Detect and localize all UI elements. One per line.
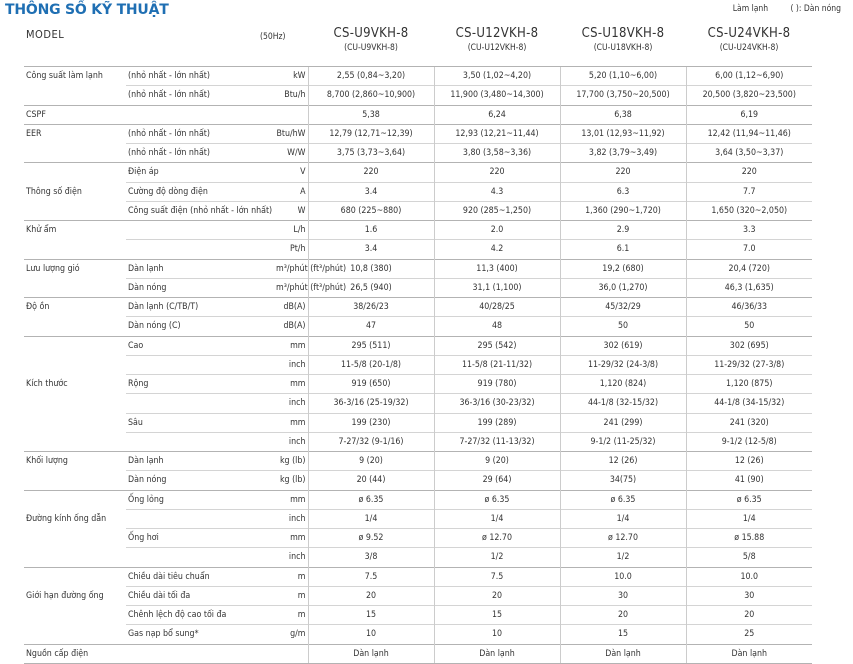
row-category: Thông số điện	[26, 186, 82, 197]
spec-value: 3,82 (3,79~3,49)	[560, 144, 686, 163]
spec-value: 302 (619)	[560, 336, 686, 355]
spec-value: 26,5 (940)	[308, 278, 434, 297]
spec-row	[24, 259, 812, 278]
spec-value: 1,120 (824)	[560, 375, 686, 394]
spec-value: 220	[308, 163, 434, 182]
spec-value: 6,24	[434, 105, 560, 124]
spec-value: Dàn lạnh	[560, 644, 686, 663]
row-subcategory: (nhỏ nhất - lớn nhất)	[126, 67, 274, 86]
spec-value: 3,80 (3,58~3,36)	[434, 144, 560, 163]
row-category: Công suất làm lạnh	[24, 67, 126, 86]
spec-value: 6.3	[560, 182, 686, 201]
row-unit	[274, 105, 308, 124]
spec-value: 10	[308, 625, 434, 644]
row-unit: kg (lb)	[274, 471, 308, 490]
row-unit: W/W	[274, 144, 308, 163]
spec-value: 5/8	[686, 548, 812, 567]
row-unit: m³/phút (ft³/phút)	[274, 278, 308, 297]
spec-value: 20	[560, 606, 686, 625]
row-subcategory: Dàn lạnh (C/TB/T)	[126, 298, 274, 317]
spec-value: 10.0	[560, 567, 686, 586]
row-category	[24, 336, 126, 355]
frequency-label: (50Hz)	[260, 32, 286, 42]
row-unit: A	[274, 182, 308, 201]
row-subcategory: Chiều dài tiêu chuẩn	[126, 567, 274, 586]
row-subcategory: Dàn lạnh	[126, 259, 274, 278]
spec-row	[24, 86, 812, 105]
spec-value: 9 (20)	[434, 452, 560, 471]
outdoor-model-name: (CU-U18VKH-8)	[593, 43, 653, 53]
model-name: CS-U12VKH-8	[455, 26, 539, 41]
spec-value: 220	[434, 163, 560, 182]
spec-value: Dàn lạnh	[308, 644, 434, 663]
row-unit: m	[274, 567, 308, 586]
row-subcategory	[126, 394, 274, 413]
spec-value: 7.5	[434, 567, 560, 586]
spec-value: 7.0	[686, 240, 812, 259]
spec-value: 10	[434, 625, 560, 644]
row-category	[24, 413, 126, 432]
spec-value: 11-5/8 (20-1/8)	[308, 355, 434, 374]
spec-value: ø 6.35	[560, 490, 686, 509]
spec-value: 1/2	[434, 548, 560, 567]
spec-value: 7.7	[686, 182, 812, 201]
row-category: Kích thước	[26, 379, 68, 390]
spec-value: 12,93 (12,21~11,44)	[434, 124, 560, 143]
spec-value: 1.6	[308, 221, 434, 240]
spec-value: 2.0	[434, 221, 560, 240]
row-unit: g/m	[274, 625, 308, 644]
spec-value: 4.2	[434, 240, 560, 259]
spec-value: 11,3 (400)	[434, 259, 560, 278]
spec-value: 45/32/29	[560, 298, 686, 317]
spec-value: 6,00 (1,12~6,90)	[686, 67, 812, 86]
row-subcategory	[126, 432, 274, 451]
spec-value: 38/26/23	[308, 298, 434, 317]
spec-row	[24, 163, 812, 182]
spec-value: 10,8 (380)	[308, 259, 434, 278]
spec-row	[24, 586, 812, 605]
spec-row	[24, 201, 812, 220]
row-category: CSPF	[24, 105, 126, 124]
row-unit: inch	[274, 355, 308, 374]
outdoor-model-name: (CU-U12VKH-8)	[467, 43, 527, 53]
spec-row	[24, 375, 812, 394]
spec-row	[24, 67, 812, 86]
spec-value: 30	[560, 586, 686, 605]
header-model-1	[308, 24, 434, 67]
spec-value: 9 (20)	[308, 452, 434, 471]
spec-row	[24, 221, 812, 240]
spec-value: 15	[560, 625, 686, 644]
row-unit: mm	[274, 336, 308, 355]
row-category: Đường kính ống dẫn	[26, 513, 107, 524]
row-subcategory: Dàn nóng (C)	[126, 317, 274, 336]
header-model-4	[686, 24, 812, 67]
row-unit: inch	[274, 548, 308, 567]
spec-row	[24, 355, 812, 374]
row-subcategory: Cường độ dòng điện	[126, 182, 274, 201]
row-category	[24, 144, 126, 163]
header-model-3	[560, 24, 686, 67]
spec-value: 12 (26)	[686, 452, 812, 471]
row-unit: kg (lb)	[274, 452, 308, 471]
row-subcategory: Cao	[126, 336, 274, 355]
row-category: Độ ồn	[24, 298, 126, 317]
row-subcategory	[126, 644, 274, 663]
spec-row	[24, 529, 812, 548]
spec-row	[24, 567, 812, 586]
row-unit: Btu/hW	[274, 124, 308, 143]
spec-value: 30	[686, 586, 812, 605]
row-unit: W	[274, 201, 308, 220]
legend-cooling: Làm lạnh	[732, 4, 769, 14]
row-unit	[274, 644, 308, 663]
row-subcategory: Ống hơi	[126, 529, 274, 548]
row-subcategory: Dàn nóng	[126, 471, 274, 490]
row-subcategory: Dàn lạnh	[126, 452, 274, 471]
spec-value: ø 12.70	[434, 529, 560, 548]
spec-value: 41 (90)	[686, 471, 812, 490]
spec-value: 31,1 (1,100)	[434, 278, 560, 297]
row-subcategory: Ống lỏng	[126, 490, 274, 509]
spec-value: 295 (542)	[434, 336, 560, 355]
spec-value: Dàn lạnh	[434, 644, 560, 663]
row-category	[24, 490, 126, 509]
spec-value: 40/28/25	[434, 298, 560, 317]
spec-value: 1/4	[560, 509, 686, 528]
row-category	[24, 201, 126, 220]
row-subcategory	[126, 509, 274, 528]
row-category	[24, 567, 126, 586]
spec-row	[24, 413, 812, 432]
row-category	[24, 394, 126, 413]
spec-row	[24, 105, 812, 124]
row-category	[24, 625, 126, 644]
spec-value: ø 15.88	[686, 529, 812, 548]
row-subcategory: (nhỏ nhất - lớn nhất)	[126, 124, 274, 143]
row-unit: dB(A)	[274, 298, 308, 317]
spec-value: 1,360 (290~1,720)	[560, 201, 686, 220]
spec-value: 5,20 (1,10~6,00)	[560, 67, 686, 86]
spec-value: 8,700 (2,860~10,900)	[308, 86, 434, 105]
spec-value: 17,700 (3,750~20,500)	[560, 86, 686, 105]
spec-value: 1/4	[686, 509, 812, 528]
row-category	[24, 278, 126, 297]
row-category	[24, 529, 126, 548]
spec-value: 9-1/2 (11-25/32)	[560, 432, 686, 451]
row-category	[24, 606, 126, 625]
row-subcategory	[126, 105, 274, 124]
header-model-cell	[24, 24, 126, 67]
header-model-2	[434, 24, 560, 67]
spec-value: 20,4 (720)	[686, 259, 812, 278]
row-unit: mm	[274, 375, 308, 394]
spec-value: 11,900 (3,480~14,300)	[434, 86, 560, 105]
spec-row	[24, 394, 812, 413]
spec-value: 199 (230)	[308, 413, 434, 432]
row-category: Giới hạn đường ống	[26, 590, 104, 601]
spec-row	[24, 144, 812, 163]
row-category	[24, 163, 126, 182]
header-row	[24, 24, 812, 67]
spec-value: 919 (780)	[434, 375, 560, 394]
row-unit: inch	[274, 509, 308, 528]
row-category: Lưu lượng gió	[24, 259, 126, 278]
spec-value: 19,2 (680)	[560, 259, 686, 278]
spec-value: ø 6.35	[434, 490, 560, 509]
row-category	[24, 240, 126, 259]
spec-value: ø 9.52	[308, 529, 434, 548]
spec-value: 50	[686, 317, 812, 336]
spec-value: 919 (650)	[308, 375, 434, 394]
row-category: Nguồn cấp điện	[24, 644, 126, 663]
row-category	[24, 548, 126, 567]
spec-value: 12,79 (12,71~12,39)	[308, 124, 434, 143]
spec-value: 680 (225~880)	[308, 201, 434, 220]
spec-value: 11-29/32 (27-3/8)	[686, 355, 812, 374]
spec-value: 12,42 (11,94~11,46)	[686, 124, 812, 143]
model-name: CS-U18VKH-8	[581, 26, 665, 41]
spec-value: 3.4	[308, 182, 434, 201]
row-subcategory: (nhỏ nhất - lớn nhất)	[126, 86, 274, 105]
spec-row	[24, 182, 812, 201]
spec-row	[24, 490, 812, 509]
row-unit: Btu/h	[274, 86, 308, 105]
spec-value: 3.4	[308, 240, 434, 259]
spec-value: 241 (299)	[560, 413, 686, 432]
spec-value: 241 (320)	[686, 413, 812, 432]
spec-value: 36-3/16 (25-19/32)	[308, 394, 434, 413]
spec-row	[24, 452, 812, 471]
row-unit: V	[274, 163, 308, 182]
spec-value: 44-1/8 (34-15/32)	[686, 394, 812, 413]
row-category: Khối lượng	[24, 452, 126, 471]
spec-row	[24, 509, 812, 528]
spec-value: 4.3	[434, 182, 560, 201]
header-freq-cell	[260, 24, 308, 67]
spec-value: 1,650 (320~2,050)	[686, 201, 812, 220]
legend	[733, 4, 841, 14]
spec-value: 15	[434, 606, 560, 625]
legend-outdoor-note: ( ): Dàn nóng	[790, 4, 841, 14]
outdoor-model-name: (CU-U9VKH-8)	[344, 43, 398, 53]
spec-value: 220	[560, 163, 686, 182]
spec-value: 11-5/8 (21-11/32)	[434, 355, 560, 374]
spec-value: 5,38	[308, 105, 434, 124]
spec-value: 1,120 (875)	[686, 375, 812, 394]
spec-value: 36,0 (1,270)	[560, 278, 686, 297]
spec-value: 302 (695)	[686, 336, 812, 355]
spec-value: 20	[686, 606, 812, 625]
spec-value: 34(75)	[560, 471, 686, 490]
spec-value: 6,19	[686, 105, 812, 124]
spec-value: 199 (289)	[434, 413, 560, 432]
spec-value: 9-1/2 (12-5/8)	[686, 432, 812, 451]
row-unit: L/h	[274, 221, 308, 240]
row-unit: m	[274, 586, 308, 605]
row-subcategory	[126, 221, 274, 240]
row-unit: m	[274, 606, 308, 625]
spec-value: 920 (285~1,250)	[434, 201, 560, 220]
row-unit: inch	[274, 394, 308, 413]
spec-value: 15	[308, 606, 434, 625]
model-label: MODEL	[26, 28, 65, 41]
outdoor-model-name: (CU-U24VKH-8)	[719, 43, 779, 53]
spec-table	[24, 24, 812, 664]
page-title: THÔNG SỐ KỸ THUẬT	[5, 2, 169, 18]
spec-value: 29 (64)	[434, 471, 560, 490]
row-subcategory: Điện áp	[126, 163, 274, 182]
row-subcategory: Gas nạp bổ sung*	[126, 625, 274, 644]
row-subcategory: Sâu	[126, 413, 274, 432]
spec-row	[24, 548, 812, 567]
row-category: Khử ẩm	[24, 221, 126, 240]
spec-value: 3,75 (3,73~3,64)	[308, 144, 434, 163]
spec-value: 7.5	[308, 567, 434, 586]
row-subcategory: Rộng	[126, 375, 274, 394]
row-subcategory: Công suất điện (nhỏ nhất - lớn nhất)	[126, 201, 274, 220]
model-name: CS-U24VKH-8	[707, 26, 791, 41]
spec-value: 1/2	[560, 548, 686, 567]
spec-value: 11-29/32 (24-3/8)	[560, 355, 686, 374]
spec-value: 12 (26)	[560, 452, 686, 471]
spec-row	[24, 278, 812, 297]
spec-row	[24, 124, 812, 143]
spec-value: 46,3 (1,635)	[686, 278, 812, 297]
spec-row	[24, 432, 812, 451]
row-unit: dB(A)	[274, 317, 308, 336]
spec-value: 20	[308, 586, 434, 605]
spec-row	[24, 336, 812, 355]
spec-value: ø 6.35	[308, 490, 434, 509]
row-unit: mm	[274, 413, 308, 432]
spec-value: 1/4	[308, 509, 434, 528]
spec-row	[24, 298, 812, 317]
spec-value: 46/36/33	[686, 298, 812, 317]
spec-value: 20	[434, 586, 560, 605]
row-category: EER	[24, 124, 126, 143]
spec-value: 2,55 (0,84~3,20)	[308, 67, 434, 86]
spec-value: 36-3/16 (30-23/32)	[434, 394, 560, 413]
row-subcategory	[126, 548, 274, 567]
row-subcategory	[126, 240, 274, 259]
spec-value: 44-1/8 (32-15/32)	[560, 394, 686, 413]
spec-value: 25	[686, 625, 812, 644]
row-unit: kW	[274, 67, 308, 86]
spec-value: 7-27/32 (11-13/32)	[434, 432, 560, 451]
row-subcategory: Chiều dài tối đa	[126, 586, 274, 605]
row-category	[24, 432, 126, 451]
spec-value: 295 (511)	[308, 336, 434, 355]
spec-value: 3.3	[686, 221, 812, 240]
spec-value: 2.9	[560, 221, 686, 240]
spec-value: ø 12.70	[560, 529, 686, 548]
spec-row	[24, 644, 812, 663]
spec-row	[24, 625, 812, 644]
spec-row	[24, 240, 812, 259]
spec-value: ø 6.35	[686, 490, 812, 509]
spec-value: 3,50 (1,02~4,20)	[434, 67, 560, 86]
row-category	[24, 86, 126, 105]
row-unit: mm	[274, 490, 308, 509]
spec-value: 6.1	[560, 240, 686, 259]
spec-row	[24, 606, 812, 625]
spec-value: 48	[434, 317, 560, 336]
row-category	[24, 317, 126, 336]
spec-value: Dàn lạnh	[686, 644, 812, 663]
model-name: CS-U9VKH-8	[333, 26, 409, 41]
row-subcategory	[126, 355, 274, 374]
spec-value: 7-27/32 (9-1/16)	[308, 432, 434, 451]
spec-value: 3,64 (3,50~3,37)	[686, 144, 812, 163]
spec-value: 220	[686, 163, 812, 182]
spec-value: 20 (44)	[308, 471, 434, 490]
spec-value: 47	[308, 317, 434, 336]
row-subcategory: Chênh lệch độ cao tối đa	[126, 606, 274, 625]
spec-row	[24, 317, 812, 336]
row-subcategory: Dàn nóng	[126, 278, 274, 297]
spec-value: 10.0	[686, 567, 812, 586]
row-unit: mm	[274, 529, 308, 548]
row-unit: Pt/h	[274, 240, 308, 259]
row-unit: inch	[274, 432, 308, 451]
row-category	[24, 471, 126, 490]
spec-value: 1/4	[434, 509, 560, 528]
spec-value: 20,500 (3,820~23,500)	[686, 86, 812, 105]
row-unit: m³/phút (ft³/phút)	[274, 259, 308, 278]
spec-row	[24, 471, 812, 490]
spec-value: 3/8	[308, 548, 434, 567]
row-subcategory: (nhỏ nhất - lớn nhất)	[126, 144, 274, 163]
row-category	[24, 355, 126, 374]
spec-value: 13,01 (12,93~11,92)	[560, 124, 686, 143]
spec-value: 6,38	[560, 105, 686, 124]
spec-value: 50	[560, 317, 686, 336]
